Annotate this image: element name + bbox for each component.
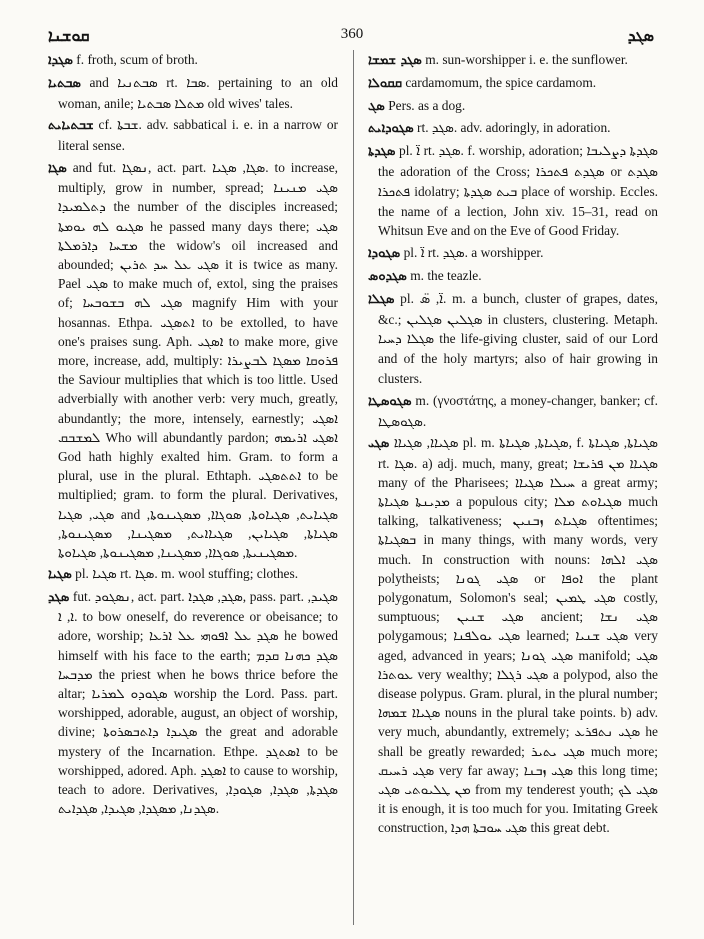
entry-headword: ܣܓܕܘܣ — [368, 268, 407, 284]
entry-headword: ܫܒܬܝܐܝܬ — [48, 118, 94, 134]
entry-headword: ܣܓܠܐ — [368, 291, 395, 307]
entry-text: pl. ܣܓܝܐ rt. ܣܓܐ. m. wool stuffing; clothes. — [75, 566, 299, 582]
entry-text: fut. ܢܣܓܘܕ, act. part. ܣܓܕ, ܣܓܕܐ, pass. part. ܣܓܝܕ, ܐ, ܐ. to bow oneself, do reverence or obeisance; to adore, worship; ܣܓܕ ܥܠ ܐܦܘܗܝ ܥܠ ܐܪܥܐ he bowed himself with his face to the earth; ܣܓܕ ܟܗܢܐ ܩܕܡ ܡܕܒܚܐ the priest when he bows thrice before the altar; ܣܓܘܕܘ ܠܡܪܝܐ worship the Lord. Pass. part. worshipped, adorable, august, an object of worship, divine; ܣܓܝܕܐ ܕܐܬܒܣܪܘܬܐ the great and adorable mystery of the Incarnation. Ethpe. ܐܣܬܓܕ to be worshipped, adored. Aph. ܐܣܓܕ to cause to worship, teach to adore. Derivatives, ܣܓܕܬܐ, ܣܓܕܐ, ܣܓܘܕܐ, ܣܓܕܢܐ, ܡܣܓܕܐ, ܣܓܝܕܐ, ܣܓܕܐܝܬ. — [58, 589, 338, 817]
dictionary-entry — [368, 243, 658, 264]
entry-headword: ܣܓܘܣܛܐ — [368, 393, 412, 409]
entry-text: f. froth, scum of broth. — [76, 52, 198, 67]
entry-text: Pers. as a dog. — [388, 97, 466, 113]
entry-headword: ܣܓܝ — [368, 436, 390, 452]
entry-headword: ܣܓܕ ܫܡܫܐ — [368, 53, 422, 68]
dictionary-columns — [48, 50, 670, 925]
dictionary-entry — [368, 118, 658, 139]
right-column — [368, 50, 658, 925]
dictionary-entry — [48, 115, 338, 156]
entry-headword: ܣܓܐ — [48, 160, 67, 176]
page-number: 360 — [340, 26, 364, 42]
entry-headword: ܣܓܕܬܐ — [368, 144, 396, 160]
entry-text: pl. ܐ̈, ܣ̈. m. a bunch, cluster of grapes, dates, &c.; ܣܓܠܝܢ ܣܓܠܝܢ in clusters, clustering. Metaph. ܣܓܠܐ ܕܚܝܐ the life-giving cluster, said of our Lord and of the holy martyrs; also of hair growing in clusters. — [378, 290, 658, 386]
dictionary-entry — [368, 266, 658, 287]
entry-text: m. sun-worshipper i. e. the sunflower. — [425, 52, 628, 67]
dictionary-entry — [368, 73, 658, 94]
dictionary-entry — [48, 50, 338, 71]
entry-headword: ܣܓܕ — [48, 590, 70, 606]
dictionary-entry — [48, 564, 338, 585]
entry-headword: ܣܓ — [368, 98, 385, 114]
left-column — [48, 50, 338, 925]
entry-headword: ܣܒܬܝܐ — [48, 75, 81, 91]
dictionary-entry — [368, 433, 658, 837]
entry-text: cf. ܫܒܬܐ. adv. sabbatical i. e. in a narrow or literal sense. — [58, 117, 338, 154]
entry-text: ܣܓܝܐܐ, ܣܓܝܐܐ pl. m. ܣܓܝܐܬܐ, ܣܓܝܐܬܐ, f. ܣܓܝܐܬܐ, ܣܓܝܐܬܐ rt. ܣܓܐ. a) adj. much, many, great; ܣܓܝܐܐ ܡܢ ܦܪܝܫܐ many of the Pharisees; ܚܝܠܐ ܣܓܝܐܐ a great army; ܡܕܝܢܬܐ ܣܓܝܐܬܐ a populous city; ܣܓܝܐܘܬ ܡܠܐ much talking, talkativeness; ܣܓܝܐܬ ܙܒܢܝܢ oftentimes; ܒܣܓܝܐܬܐ in many things, with many words, very much. In construction with nouns: ܣܓܝ ܐܠܗܐ polytheists; ܣܓܝ ܓܘܢܐ or ܐܘܦܐ the plant polygonatum, Solomon's seal; ܣܓܝ ܛܡܝܢ costly, sumptuous; ܣܓܝ ܫܢܝܢ ancient; ܣܓܝ ܢܫܐ polygamous; ܣܓܝ ܝܘܠܦܢܐ learned; ܣܓܝ ܫܢܝܐ very aged, advanced in years; ܣܓܝ ܓܘܢܐ manifold; ܣܓܝ ܥܘܬܪܐ very wealthy; ܣܓܝ ܪܓܠܐ a polypod, also the disease polypus. Gram. plural, in the plural number; ܣܓܝܐܐ ܫܡܗܐ nouns in the plural take points. b) adv. very much, abundantly, extremely; ܣܓܝ ܢܬܦܪܥ he shall be greatly rewarded; ܣܓܝ ܝܬܝܪ much more; ܣܓܝ ܪܚܝܩ very far away; ܣܓܝ ܙܒܢܐ this long time; ܡܢ ܛܠܝܘܬܝ ܣܓܝ from my tenderest youth; ܣܓܝ ܠܟ it is enough, it is too much for you. Imitating Greek construction, ܣܓܝ ܚܘܒܬܐ ܗܕܐ this great debt. — [378, 435, 658, 836]
entry-headword: ܣܓܘܕܐܝܬ — [368, 121, 414, 137]
page-header — [40, 22, 664, 48]
entry-text: pl. ܐ̈ rt. ܣܓܕ. a worshipper. — [403, 245, 544, 261]
entry-text: m. the teazle. — [410, 267, 482, 283]
column-divider — [353, 50, 354, 925]
entry-headword: ܩܩܘܠܐ — [368, 75, 402, 91]
dictionary-entry — [368, 391, 658, 432]
entry-text: and fut. ܢܣܓܐ, act. part. ܣܓܐ, ܣܓܝܐ. to increase, multiply, grow in number, spread; ܣܓܝ ܡܢܝܢܐ ܕܬܠܡܝܕܐ the number of the disciples increased; ܣܓܝܘ ܠܗ ܝܘܡܬܐ he passed many days there; ܣܓܝ ܡܫܚܐ ܕܐܪܡܠܬܐ the widow's oil increased and abounded; ܣܓܝ ܥܠ ܚܕ ܬܪܝܢ it is twice as many. Pael ܣܓܝ to make much of, extol, sing the praises of; ܣܓܝ ܠܗ ܒܫܘܒܚܐ magnify Him with your hosannas. Ethpa. ܐܬܣܓܝ to be extolled, to have one's praises sung. Aph. ܐܣܓܝ to make more, give more, increase, add, multiply: ܦܪܘܩܐ ܡܣܓܐ ܠܒܨܝܪܐ the Saviour multiplies that which is too little. Used adverbially with another verb: very much, greatly, abundantly; the more, intensely, earnestly; ܐܣܓܝ ܠܡܫܒܩ Who will abundantly pardon; ܐܣܓܝ ܐܪܝܡܗ God hath highly exalted him. Gram. to form a plural, use in the plural. Ethtaph. ܐܬܬܣܓܝ to be multiplied; gram. to form the plural. Derivatives, ܣܓܝ, ܣܓܝܐ and ܣܓܝܐܝܬ, ܣܓܝܐܘܬܐ, ܣܘܓܐܐ, ܡܣܓܝܢܘܬܐ, ܣܓܝܐܬܐ, ܣܓܝܐܝܢ, ܣܓܝܐܐܝܬ, ܡܣܓܝܢܐ, ܡܣܓܝܢܘܬܐ, ܡܣܓܝܢܝܬܐ, ܣܘܓܐܐ, ܡܣܓܝܢܐ, ܡܣܓܝܢܘܬܐ, ܣܓܝܐܘܬܐ. — [58, 159, 338, 561]
dictionary-entry — [368, 96, 658, 117]
left-running-head: ܩܘܫܢܐ — [48, 26, 90, 45]
entry-headword: ܣܓܝܐ — [48, 567, 72, 583]
dictionary-entry — [368, 141, 658, 241]
right-running-head: ܣܓܕ — [627, 26, 654, 45]
entry-headword: ܣܓܘܕܐ — [368, 246, 401, 262]
dictionary-entry — [48, 158, 338, 562]
dictionary-entry — [48, 73, 338, 114]
dictionary-entry — [48, 587, 338, 818]
entry-text: m. (γνοστάτης, a money-changer, banker; cf. ܣܓܘܣܛܐ. — [378, 392, 658, 429]
dictionary-entry — [368, 289, 658, 389]
entry-text: pl. ܐ̈ rt. ܣܓܕ. f. worship, adoration; ܣܓܕܬܐ ܕܨܠܝܒܐ the adoration of the Cross; ܣܓܕܬ ܦܬܟܪܐ or ܣܓܕܬ ܦܬܟܪܐ idolatry; ܒܝܬ ܣܓܕܬܐ place of worship. Eccles. the name of a lection, John xiv. 15–31, read on Whitsun Eve and on the Eve of Good Friday. — [378, 143, 658, 239]
entry-text: and ܣܒܬܢܝܐ rt. ܣܒܐ. pertaining to an old woman, anile; ܡܬܠܐ ܣܒܬܝܐ old wives' tales. — [58, 74, 338, 111]
dictionary-entry — [368, 50, 658, 71]
entry-text: cardamomum, the spice cardamom. — [405, 74, 597, 90]
entry-headword: ܣܓܕܐ — [48, 53, 73, 68]
entry-text: rt. ܣܓܕ. adv. adoringly, in adoration. — [417, 120, 611, 136]
